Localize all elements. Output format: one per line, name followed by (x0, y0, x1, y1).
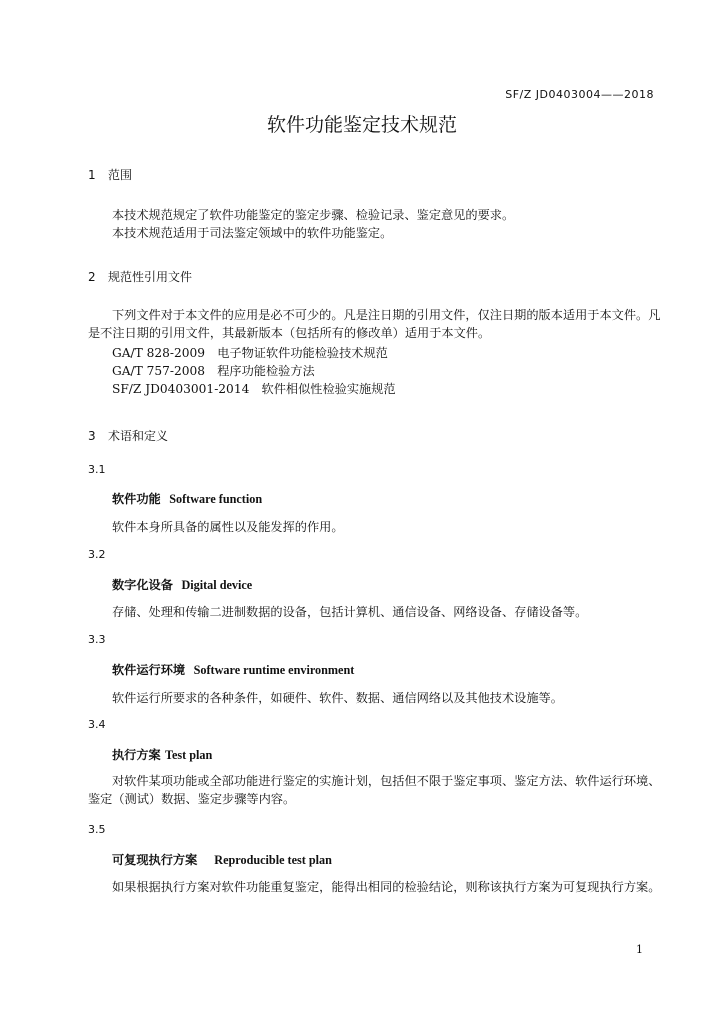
term-en: Software function (169, 492, 263, 506)
term-definition: 存储、处理和传输二进制数据的设备，包括计算机、通信设备、网络设备、存储设备等。 (112, 605, 588, 619)
paragraph: 本技术规范规定了软件功能鉴定的鉴定步骤、检验记录、鉴定意见的要求。 (112, 208, 515, 222)
term-definition: 软件运行所要求的各种条件，如硬件、软件、数据、通信网络以及其他技术设施等。 (112, 691, 563, 705)
section-title: 术语和定义 (108, 429, 169, 443)
term-definition: 如果根据执行方案对软件功能重复鉴定，能得出相同的检验结论，则称该执行方案为可复现执行方案。 (112, 880, 661, 894)
section-heading-scope (88, 166, 132, 183)
term-zh: 可复现执行方案 (112, 853, 198, 867)
term-heading (112, 661, 354, 678)
term-heading (112, 746, 212, 763)
term-en: Software runtime environment (193, 663, 355, 677)
term-number: 3.2 (88, 548, 106, 561)
term-number: 3.4 (88, 718, 106, 731)
term-definition: 对软件某项功能或全部功能进行鉴定的实施计划，包括但不限于鉴定事项、鉴定方法、软件运行环境、鉴定（测试）数据、鉴定步骤等内容。 (88, 774, 661, 806)
term-en: Test plan (165, 748, 213, 762)
term-zh: 数字化设备 (112, 578, 173, 592)
term-heading (112, 576, 252, 593)
page-number: 1 (636, 943, 643, 956)
paragraph: 下列文件对于本文件的应用是必不可少的。凡是注日期的引用文件，仅注日期的版本适用于本文件。凡是不注日期的引用文件，其最新版本（包括所有的修改单）适用于本文件。 (88, 308, 661, 340)
section-number: 1 (88, 168, 96, 182)
section-number: 2 (88, 270, 96, 284)
term-en: Digital device (181, 578, 253, 592)
reference-item: GA/T 757-2008 程序功能检验方法 (112, 364, 315, 378)
term-heading (112, 851, 332, 868)
reference-item: GA/T 828-2009 电子物证软件功能检验技术规范 (112, 346, 388, 360)
term-number: 3.5 (88, 823, 106, 836)
section-title: 范围 (108, 168, 133, 182)
term-zh: 执行方案 (112, 748, 161, 762)
term-zh: 软件运行环境 (112, 663, 186, 677)
document-title: 软件功能鉴定技术规范 (266, 114, 457, 136)
paragraph: 本技术规范适用于司法鉴定领域中的软件功能鉴定。 (112, 226, 393, 240)
term-heading (112, 490, 262, 507)
reference-item: SF/Z JD0403001-2014 软件相似性检验实施规范 (112, 382, 396, 396)
term-definition: 软件本身所具备的属性以及能发挥的作用。 (112, 520, 344, 534)
term-en: Reproducible test plan (214, 853, 332, 867)
section-heading-normative-references (88, 268, 192, 285)
section-title: 规范性引用文件 (108, 270, 193, 284)
section-heading-terms (88, 427, 168, 444)
term-number: 3.3 (88, 633, 106, 646)
section-number: 3 (88, 429, 96, 443)
document-code: SF/Z JD0403004——2018 (505, 88, 654, 101)
term-zh: 软件功能 (112, 492, 161, 506)
term-number: 3.1 (88, 463, 106, 476)
